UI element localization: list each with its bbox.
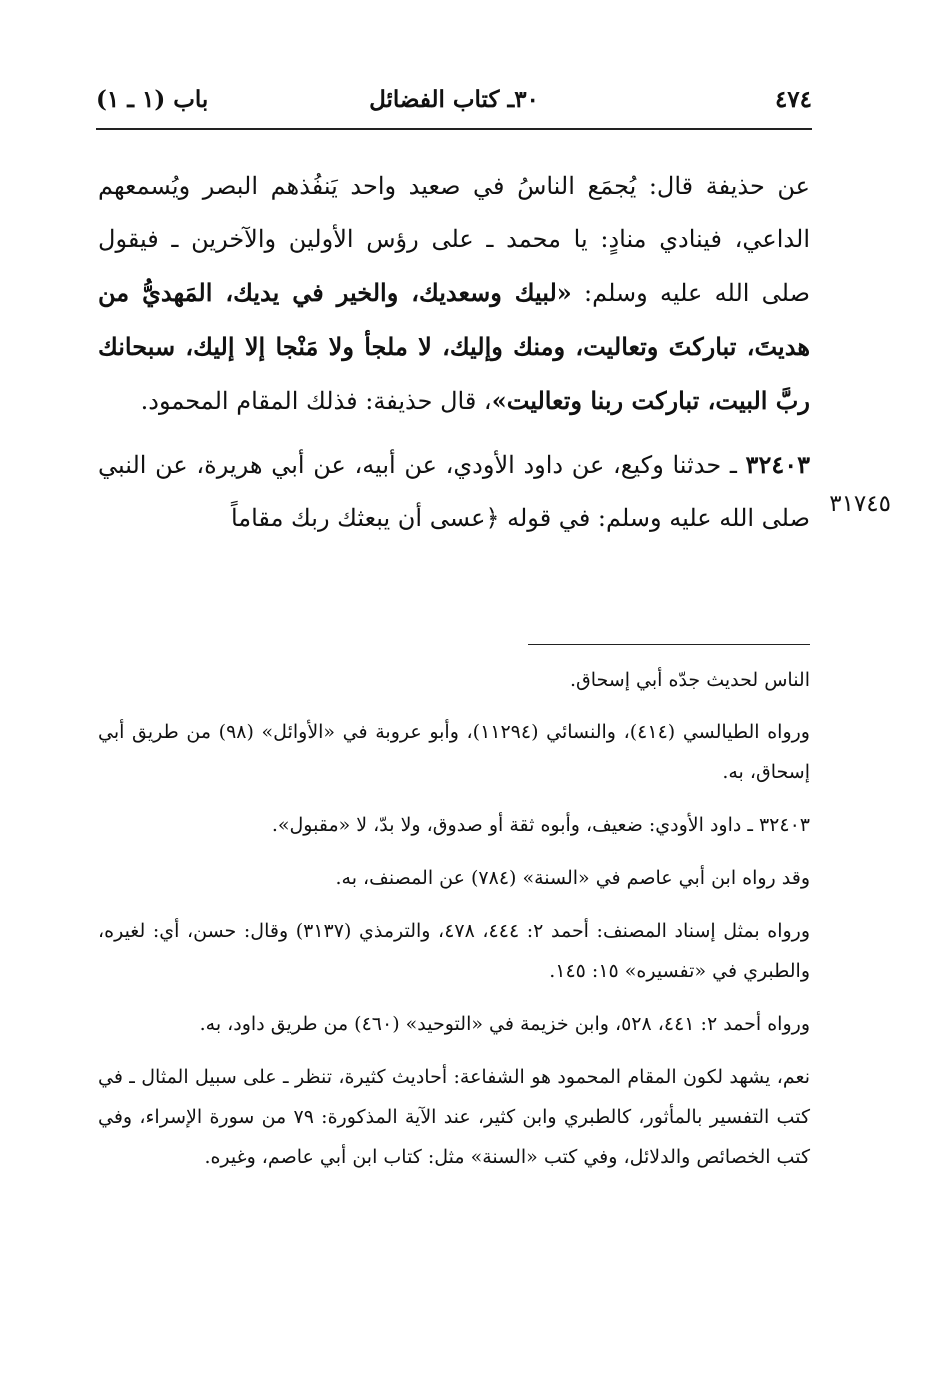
chapter-title: ٣٠ـ كتاب الفضائل	[369, 86, 539, 113]
hadith-number: ٣٢٤٠٣	[745, 450, 810, 479]
continuation-text: عن حذيفة قال: يُجمَع الناسُ في صعيد واحد يَنفُذهم البصر ويُسمعهم الداعي، فينادي منادٍ: يا محمد ـ على رؤس الأولين والآخرين ـ فيقول صلى الله عليه وسلم:	[98, 172, 810, 307]
header-rule	[96, 128, 812, 130]
main-text	[98, 160, 810, 545]
continuation-paragraph	[98, 160, 810, 428]
footnote-line: وقد رواه ابن أبي عاصم في «السنة» (٧٨٤) عن المصنف، به.	[335, 867, 810, 889]
footnote-separator	[528, 644, 810, 645]
footnote-line: ورواه الطيالسي (٤١٤)، والنسائي (١١٢٩٤)، وأبو عروبة في «الأوائل» (٩٨) من طريق أبي إسحاق، به.	[98, 721, 810, 783]
prophetic-quote: «لبيك وسعديك، والخير في يديك، المَهديُّ من هديتَ، تباركتَ وتعاليت، ومنك وإليك، لا ملجأ ولا مَنْجا إلا إليك، سبحانك ربَّ البيت، تباركت ربنا وتعاليت»	[98, 278, 810, 415]
section-label: باب (١ ـ ١)	[96, 86, 209, 113]
page-number: ٤٧٤	[774, 86, 812, 113]
hadith-text: ـ حدثنا وكيع، عن داود الأودي، عن أبيه، عن أبي هريرة، عن النبي صلى الله عليه وسلم: في قوله ﴿عسى أن يبعثك ربك مقاماً	[98, 451, 810, 532]
footnote-line: الناس لحديث جدّه أبي إسحاق.	[569, 669, 810, 691]
footnote-line: ورواه أحمد ٢: ٤٤١، ٥٢٨، وابن خزيمة في «التوحيد» (٤٦٠) من طريق داود، به.	[199, 1013, 810, 1035]
footnote-line: ٣٢٤٠٣ ـ داود الأودي: ضعيف، وأبوه ثقة أو صدوق، ولا بدّ، لا «مقبول».	[271, 814, 810, 836]
footnote-line: نعم، يشهد لكون المقام المحمود هو الشفاعة: أحاديث كثيرة، تنظر ـ على سبيل المثال ـ في كتب التفسير بالمأثور، كالطبري وابن كثير، عند الآية المذكورة: ٧٩ من سورة الإسراء، وفي كتب الخصائص والدلائل، وفي كتب «السنة» مثل: كتاب ابن أبي عاصم، وغيره.	[98, 1066, 810, 1168]
margin-hadith-number: ٣١٧٤٥	[829, 491, 891, 517]
footnotes	[98, 660, 810, 1190]
hadith-paragraph	[98, 438, 810, 545]
running-header	[96, 86, 812, 126]
footnote-line: ورواه بمثل إسناد المصنف: أحمد ٢: ٤٤٤، ٤٧٨، والترمذي (٣١٣٧) وقال: حسن، أي: لغيره، والطبري في «تفسيره» ١٥: ١٤٥.	[98, 920, 810, 982]
continuation-end: ، قال حذيفة: فذلك المقام المحمود.	[140, 387, 492, 415]
